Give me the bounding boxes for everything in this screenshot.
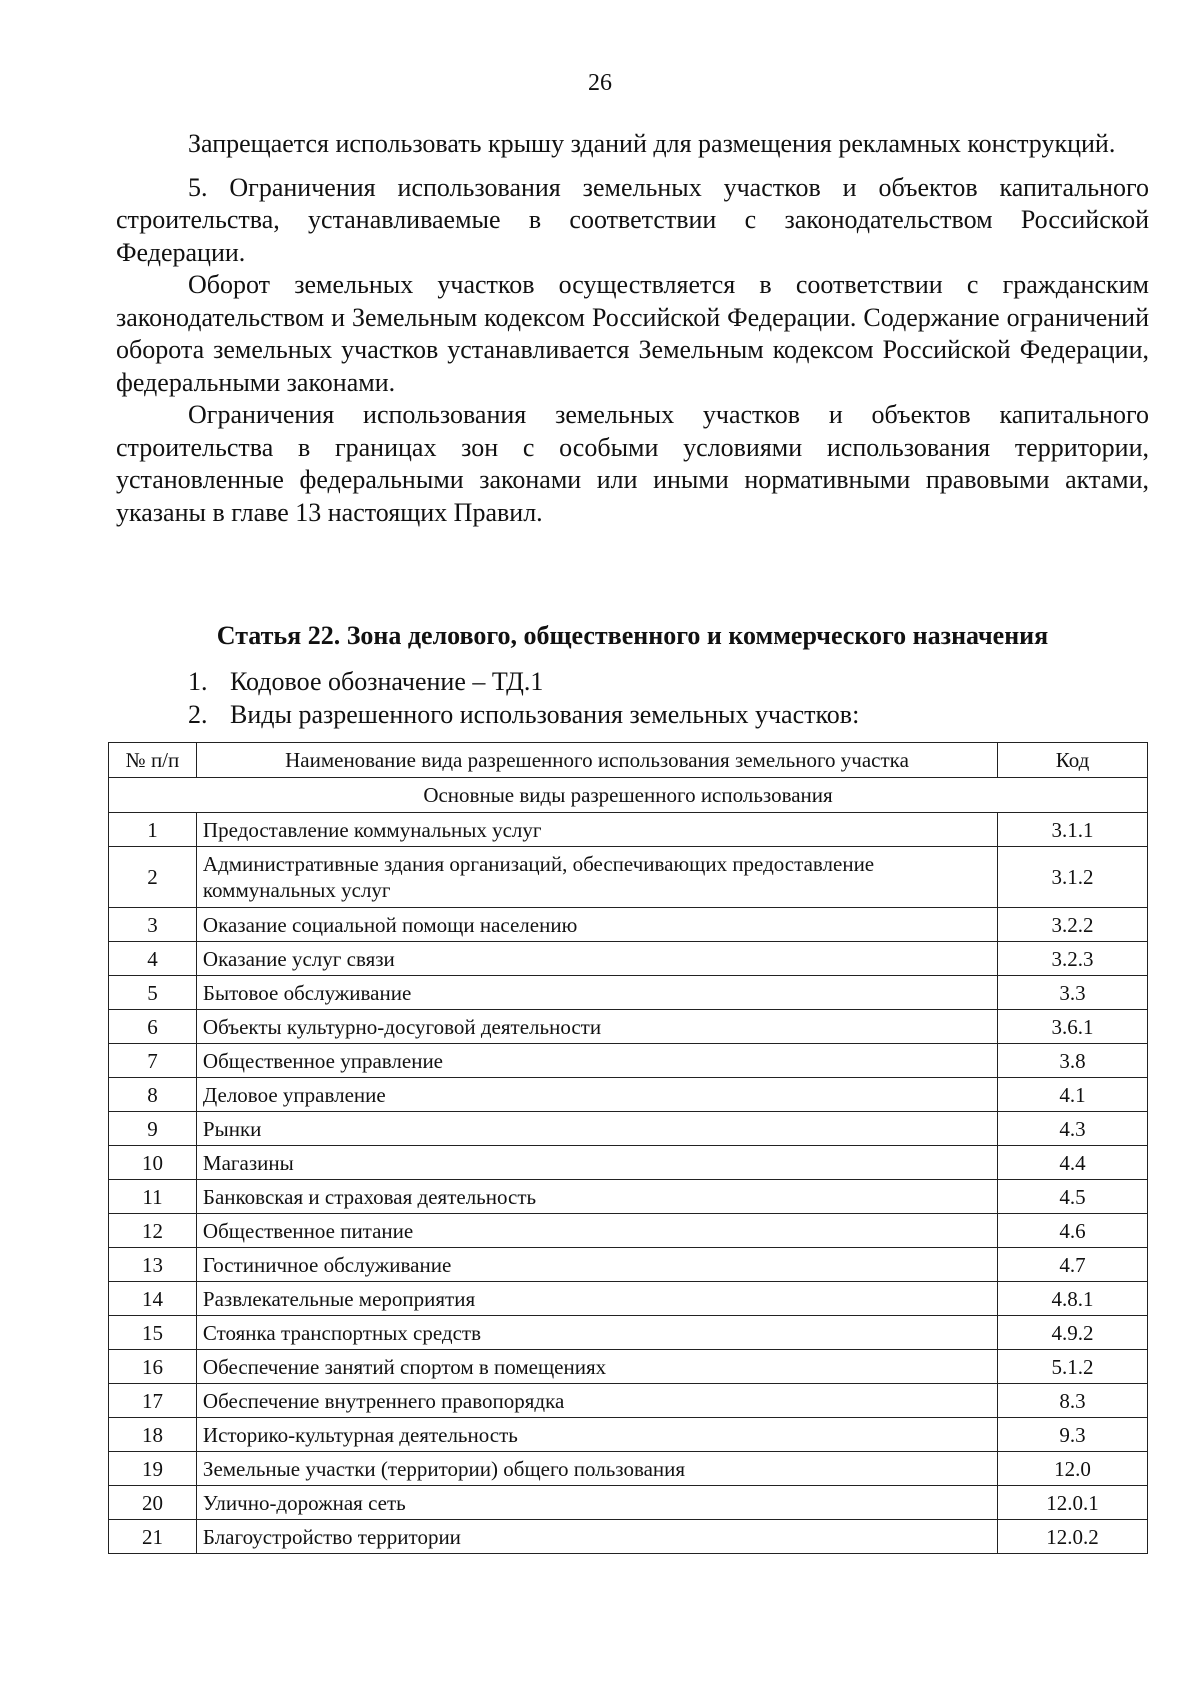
cell-num: 1 (109, 813, 197, 847)
cell-name: Улично-дорожная сеть (196, 1486, 997, 1520)
cell-code: 4.1 (998, 1078, 1148, 1112)
section-title: Основные виды разрешенного использования (109, 778, 1148, 813)
article-title: Статья 22. Зона делового, общественного и коммерческого назначения (216, 621, 1049, 650)
cell-name: Банковская и страховая деятельность (196, 1180, 997, 1214)
cell-name: Развлекательные мероприятия (196, 1282, 997, 1316)
cell-num: 13 (109, 1248, 197, 1282)
cell-code: 3.3 (998, 976, 1148, 1010)
cell-code: 3.1.2 (998, 847, 1148, 908)
cell-num: 6 (109, 1010, 197, 1044)
table-row (109, 1282, 1148, 1316)
table-row (109, 1486, 1148, 1520)
table-row (109, 1146, 1148, 1180)
cell-num: 5 (109, 976, 197, 1010)
table-row (109, 1384, 1148, 1418)
table-row (109, 1520, 1148, 1554)
table-row (109, 1350, 1148, 1384)
cell-num: 2 (109, 847, 197, 908)
cell-num: 12 (109, 1214, 197, 1248)
cell-num: 18 (109, 1418, 197, 1452)
table-row (109, 908, 1148, 942)
cell-code: 8.3 (998, 1384, 1148, 1418)
paragraph-roof-ads: Запрещается использовать крышу зданий для размещения рекламных конструкций. (188, 129, 1116, 158)
cell-code: 9.3 (998, 1418, 1148, 1452)
cell-code: 4.5 (998, 1180, 1148, 1214)
article-item-text: Кодовое обозначение – ТД.1 (230, 667, 544, 696)
table-row (109, 1044, 1148, 1078)
paragraph-special-zones: Ограничения использования земельных участков и объектов капитального строительства в границах зон с особыми условиями использования территории, установленные федеральными законами или иными нормативными правовыми актами, указаны в главе 13 настоящих Правил. (116, 400, 1149, 527)
cell-num: 10 (109, 1146, 197, 1180)
header-code: Код (998, 743, 1148, 778)
cell-code: 3.6.1 (998, 1010, 1148, 1044)
cell-code: 12.0.2 (998, 1520, 1148, 1554)
cell-code: 4.7 (998, 1248, 1148, 1282)
cell-name: Рынки (196, 1112, 997, 1146)
cell-name: Предоставление коммунальных услуг (196, 813, 997, 847)
cell-num: 15 (109, 1316, 197, 1350)
header-name: Наименование вида разрешенного использования земельного участка (196, 743, 997, 778)
header-num: № п/п (109, 743, 197, 778)
cell-num: 7 (109, 1044, 197, 1078)
cell-code: 4.6 (998, 1214, 1148, 1248)
table-section-row (109, 778, 1148, 813)
cell-code: 3.1.1 (998, 813, 1148, 847)
cell-name: Оказание услуг связи (196, 942, 997, 976)
cell-num: 4 (109, 942, 197, 976)
cell-name: Земельные участки (территории) общего пользования (196, 1452, 997, 1486)
table-row (109, 1180, 1148, 1214)
cell-name: Общественное питание (196, 1214, 997, 1248)
article-item-code (188, 666, 543, 698)
cell-num: 11 (109, 1180, 197, 1214)
cell-name: Магазины (196, 1146, 997, 1180)
cell-name: Оказание социальной помощи населению (196, 908, 997, 942)
cell-num: 16 (109, 1350, 197, 1384)
cell-name: Благоустройство территории (196, 1520, 997, 1554)
cell-num: 14 (109, 1282, 197, 1316)
table-row (109, 1418, 1148, 1452)
paragraph-restrictions-heading: 5. Ограничения использования земельных участков и объектов капитального строительства, устанавливаемые в соответствии с законодательством Российской Федерации. (116, 172, 1149, 267)
cell-num: 20 (109, 1486, 197, 1520)
cell-code: 3.2.3 (998, 942, 1148, 976)
cell-code: 4.8.1 (998, 1282, 1148, 1316)
cell-code: 4.9.2 (998, 1316, 1148, 1350)
cell-name: Гостиничное обслуживание (196, 1248, 997, 1282)
table-row (109, 1214, 1148, 1248)
intro-text (116, 128, 1149, 529)
cell-code: 3.8 (998, 1044, 1148, 1078)
cell-code: 4.4 (998, 1146, 1148, 1180)
cell-name: Объекты культурно-досуговой деятельности (196, 1010, 997, 1044)
table-row (109, 1452, 1148, 1486)
cell-num: 21 (109, 1520, 197, 1554)
cell-name: Обеспечение занятий спортом в помещениях (196, 1350, 997, 1384)
table-row (109, 1316, 1148, 1350)
cell-name: Деловое управление (196, 1078, 997, 1112)
cell-name: Стоянка транспортных средств (196, 1316, 997, 1350)
cell-num: 9 (109, 1112, 197, 1146)
paragraph-land-turnover: Оборот земельных участков осуществляется в соответствии с гражданским законодательством и Земельным кодексом Российской Федерации. Содержание ограничений оборота земельных участков устанавливается Земельным кодексом Российской Федерации, федеральными законами. (116, 270, 1149, 397)
article-item-number: 2. (188, 700, 208, 729)
cell-code: 4.3 (998, 1112, 1148, 1146)
table-row (109, 942, 1148, 976)
table-header-row (109, 743, 1148, 778)
table-row (109, 847, 1148, 908)
cell-num: 19 (109, 1452, 197, 1486)
cell-name: Общественное управление (196, 1044, 997, 1078)
cell-name: Бытовое обслуживание (196, 976, 997, 1010)
article-item-uses (188, 699, 859, 731)
table-row (109, 976, 1148, 1010)
table-row (109, 1010, 1148, 1044)
table-row (109, 813, 1148, 847)
article-item-text: Виды разрешенного использования земельных участков: (230, 700, 860, 729)
page-number: 26 (588, 70, 612, 96)
cell-num: 8 (109, 1078, 197, 1112)
permitted-uses-table (108, 742, 1148, 1554)
cell-name: Обеспечение внутреннего правопорядка (196, 1384, 997, 1418)
cell-code: 5.1.2 (998, 1350, 1148, 1384)
cell-name: Историко-культурная деятельность (196, 1418, 997, 1452)
table-row (109, 1248, 1148, 1282)
cell-name: Административные здания организаций, обеспечивающих предоставление коммунальных услуг (196, 847, 997, 908)
article-item-number: 1. (188, 667, 208, 696)
table-row (109, 1112, 1148, 1146)
cell-code: 3.2.2 (998, 908, 1148, 942)
cell-num: 3 (109, 908, 197, 942)
table-row (109, 1078, 1148, 1112)
cell-code: 12.0.1 (998, 1486, 1148, 1520)
cell-code: 12.0 (998, 1452, 1148, 1486)
cell-num: 17 (109, 1384, 197, 1418)
